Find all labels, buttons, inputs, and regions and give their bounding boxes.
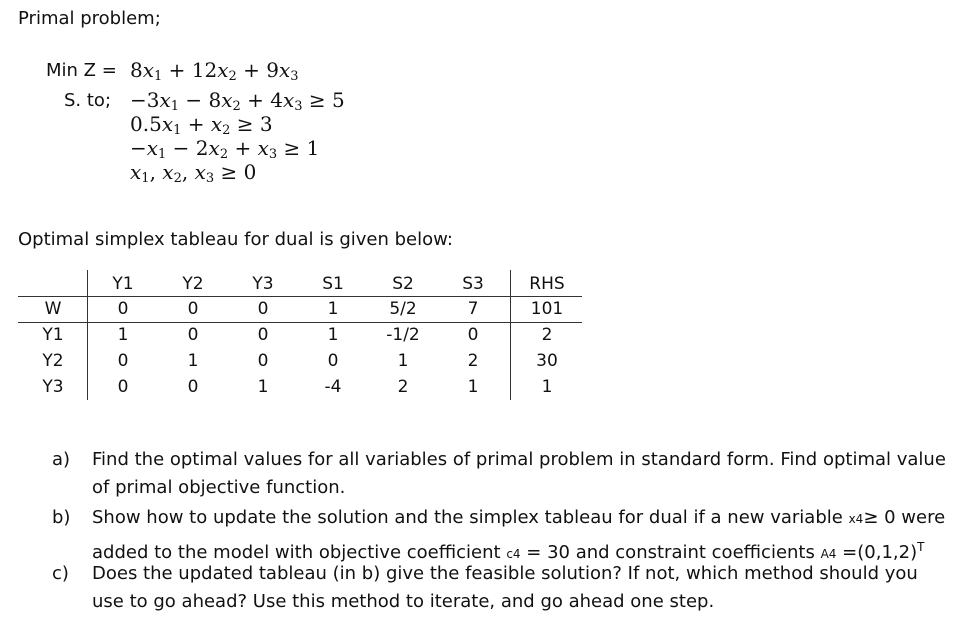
table-cell: 0 — [117, 351, 129, 371]
table-cell: 1 — [397, 351, 409, 371]
table-cell: 0 — [187, 325, 199, 345]
row-label: Y3 — [42, 377, 64, 397]
table-divider — [18, 322, 582, 323]
col-header: Y3 — [252, 274, 274, 294]
table-cell: 2 — [541, 325, 553, 345]
question-b-text: Show how to update the solution and the simplex tableau for dual if a new variable x4≥ 0 were added to the model with objective coefficient c4 = 30 and constraint coefficients $A4 =(0,1,2)^T$ — [92, 507, 946, 563]
table-cell: 2 — [467, 351, 479, 371]
row-label: Y1 — [42, 325, 64, 345]
col-header: S2 — [392, 274, 414, 294]
table-cell: 2 — [397, 377, 409, 397]
table-cell: 0 — [257, 325, 269, 345]
col-header: RHS — [529, 274, 565, 294]
col-header: S1 — [322, 274, 344, 294]
objective-expression: $8x_1 + 12x_2 + 9x_3$ — [130, 58, 299, 84]
objective-label: Min Z = — [46, 60, 117, 81]
question-a-text: Find the optimal values for all variables of primal problem in standard form. Find optimal value of primal objective function. — [92, 449, 946, 498]
question-c-label: c) — [52, 563, 69, 584]
table-cell: -1/2 — [386, 325, 420, 345]
table-cell: 0 — [117, 299, 129, 319]
col-header: Y1 — [112, 274, 134, 294]
table-cell: 0 — [257, 299, 269, 319]
table-cell: -4 — [324, 377, 342, 397]
table-cell: 1 — [327, 299, 339, 319]
table-cell: 7 — [467, 299, 479, 319]
table-cell: 0 — [187, 377, 199, 397]
table-cell: 1 — [541, 377, 553, 397]
table-divider — [18, 296, 582, 297]
constraint-1: $-3x_1 - 8x_2 + 4x_3 \ge 5$ — [130, 88, 345, 114]
table-cell: 0 — [467, 325, 479, 345]
question-a-label: a) — [52, 449, 71, 470]
simplex-tableau — [18, 270, 582, 402]
table-cell: 1 — [117, 325, 129, 345]
table-divider — [87, 270, 88, 400]
tableau-heading: Optimal simplex tableau for dual is given below: — [18, 229, 453, 250]
col-header: S3 — [462, 274, 484, 294]
table-cell: 0 — [327, 351, 339, 371]
table-cell: 0 — [117, 377, 129, 397]
row-label: W — [44, 299, 62, 319]
row-label: Y2 — [42, 351, 64, 371]
constraint-3: $-x_1 - 2x_2 + x_3 \ge 1$ — [130, 136, 320, 162]
question-b-label: b) — [52, 507, 71, 528]
table-cell: 1 — [187, 351, 199, 371]
primal-heading: Primal problem; — [18, 8, 161, 29]
table-cell: 30 — [536, 351, 558, 371]
table-cell: 1 — [257, 377, 269, 397]
table-divider — [510, 270, 511, 400]
constraint-2: $0.5x_1 + x_2 \ge 3$ — [130, 112, 273, 138]
table-cell: 5/2 — [389, 299, 417, 319]
table-cell: 0 — [257, 351, 269, 371]
constraint-nonneg: $x_1$, $x_2$, $x_3 \ge 0$ — [130, 160, 257, 186]
table-cell: 0 — [187, 299, 199, 319]
col-header: Y2 — [182, 274, 204, 294]
constraints-label: S. to; — [64, 90, 112, 111]
table-cell: 101 — [530, 299, 564, 319]
table-cell: 1 — [467, 377, 479, 397]
question-c-text: Does the updated tableau (in b) give the feasible solution? If not, which method should you use to go ahead? Use this method to iterate, and go ahead one step. — [92, 563, 918, 612]
table-cell: 1 — [327, 325, 339, 345]
